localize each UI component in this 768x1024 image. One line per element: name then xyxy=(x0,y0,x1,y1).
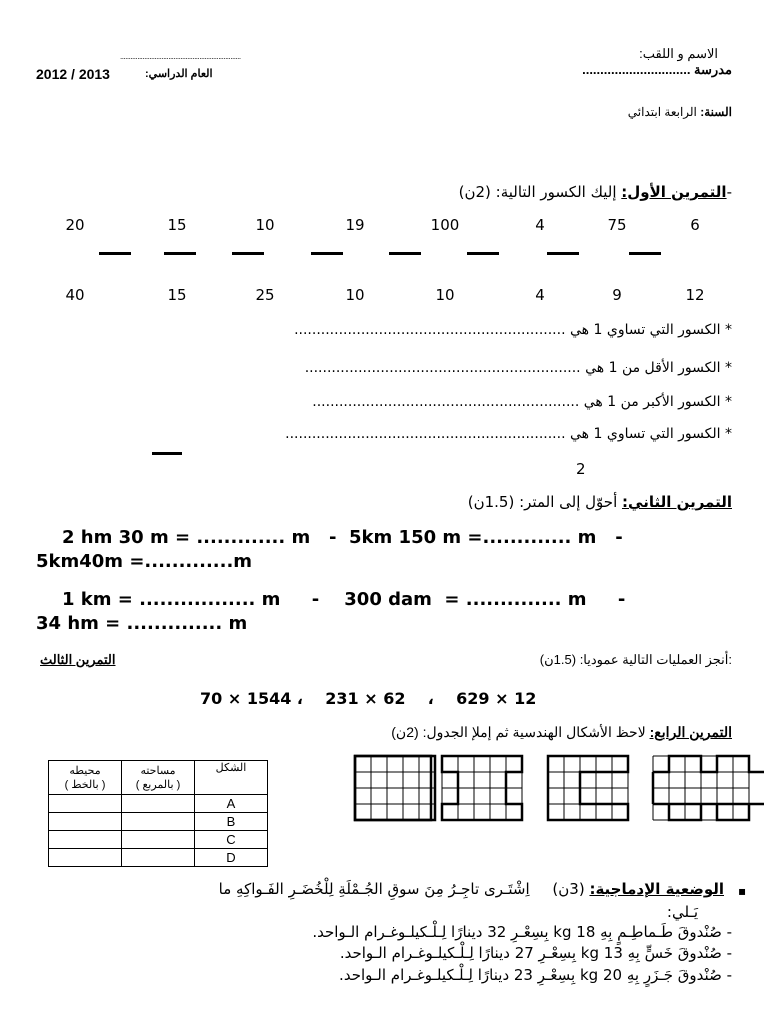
ex1-heading xyxy=(459,183,732,201)
ex5-item-2: - صُنْدوقَ خَسٍّ بِهِ 13 kg بِسِعْـرِ 27 دينارًا لِـلْـكيلـوغـرام الـواحد. xyxy=(339,944,732,962)
fraction-bar xyxy=(629,252,661,255)
table-row-label: C xyxy=(195,831,268,849)
ex2-title: التمرين الثاني: xyxy=(622,493,732,511)
table-header-shape: الشكل xyxy=(195,761,268,795)
table-row-label: D xyxy=(195,849,268,867)
table-cell[interactable] xyxy=(122,831,195,849)
ex1-prefix: - xyxy=(726,183,732,201)
ex3-heading xyxy=(540,652,732,668)
fraction-denominator: 12 xyxy=(685,286,705,304)
fraction-numerator: 20 xyxy=(65,216,85,234)
ex2-row-2b: 34 hm = .............. m xyxy=(36,613,248,634)
fraction-denominator: 40 xyxy=(65,286,85,304)
fraction-bar xyxy=(232,252,264,255)
fractions-row xyxy=(0,210,768,310)
ex3-title: التمرين الثالث xyxy=(40,652,116,667)
fraction-bar xyxy=(311,252,343,255)
school-label: مدرسة .............................. xyxy=(582,62,732,77)
ex3-operations: 70 × 1544 ، 231 × 62 ، 629 × 12 xyxy=(200,689,537,708)
ex5-text-1: اِشْتَـرى تاجِـرُ مِنَ سوقِ الجُـمْلَةِ لِلْخُضَـرِ الفَـواكِهِ ما xyxy=(218,880,530,898)
ex2-row-1: 2 hm 30 m = ............. m - 5km 150 m =............. m - xyxy=(62,527,623,548)
fraction-bar xyxy=(547,252,579,255)
ex2-instruction: أحوّل إلى المتر: (1.5ن) xyxy=(467,493,623,511)
fraction-bar xyxy=(389,252,421,255)
ex2-heading xyxy=(468,493,732,511)
table-cell[interactable] xyxy=(49,831,122,849)
fraction-denominator: 4 xyxy=(535,286,545,304)
ex1-instruction: إليك الكسور التالية: (2ن) xyxy=(458,183,622,201)
table-cell[interactable] xyxy=(49,849,122,867)
table-cell[interactable] xyxy=(49,795,122,813)
table-cell[interactable] xyxy=(122,795,195,813)
school-year-label: العام الدراسي: xyxy=(145,68,213,80)
dotted-line: ...................................................................... xyxy=(120,52,241,61)
ex1-line-4: * الكسور التي تساوي 1 هي ............................................................... xyxy=(285,426,732,442)
level-label: السنة: xyxy=(700,105,732,119)
ex2-row-2: 1 km = ................. m - 300 dam = .............. m - xyxy=(62,589,626,610)
ex4-heading xyxy=(391,724,732,741)
half-fraction-den: 2 xyxy=(576,460,586,478)
shapes-figure xyxy=(350,754,768,826)
level-value: الرابعة ابتدائي xyxy=(627,105,697,119)
fraction-numerator: 4 xyxy=(535,216,545,234)
table-cell[interactable] xyxy=(122,813,195,831)
ex1-title: التمرين الأول: xyxy=(621,183,727,201)
ex4-instruction: لاحظ الأشكال الهندسية ثم إملإ الجدول: (2ن) xyxy=(391,724,650,740)
ex5-points: (3ن) xyxy=(552,880,590,898)
fraction-denominator: 9 xyxy=(612,286,622,304)
fraction-numerator: 6 xyxy=(690,216,700,234)
name-label: الاسم و اللقب: xyxy=(639,46,718,61)
school-year-value: 2012 / 2013 xyxy=(36,66,110,82)
fraction-bar xyxy=(467,252,499,255)
table-cell[interactable] xyxy=(122,849,195,867)
table-row-label: A xyxy=(195,795,268,813)
fraction-numerator: 10 xyxy=(255,216,275,234)
ex1-line-2: * الكسور الأقل من 1 هي .............................................................. xyxy=(304,360,732,376)
fraction-denominator: 10 xyxy=(435,286,455,304)
level-line xyxy=(628,105,732,119)
ex1-line-3: * الكسور الأكبر من 1 هي ............................................................ xyxy=(312,394,732,410)
ex5-text-2: يَـلي: xyxy=(666,903,698,921)
ex2-row-1b: 5km40m =.............m xyxy=(36,551,253,572)
ex5-bullet: ▪ xyxy=(738,884,747,898)
fraction-denominator: 10 xyxy=(345,286,365,304)
ex1-line-1: * الكسور التي تساوي 1 هي ............................................................. xyxy=(294,322,732,338)
ex4-title: التمرين الرابع: xyxy=(649,724,732,740)
table-header-perimeter: محيطه ( بالخط ) xyxy=(49,761,122,795)
table-header-area: مساحته ( بالمربع ) xyxy=(122,761,195,795)
fraction-denominator: 15 xyxy=(167,286,187,304)
table-cell[interactable] xyxy=(49,813,122,831)
fraction-numerator: 100 xyxy=(430,216,460,234)
ex5-title: الوضعية الإدماجية: xyxy=(589,880,724,898)
ex4-table xyxy=(48,760,268,867)
fraction-bar xyxy=(164,252,196,255)
fraction-numerator: 75 xyxy=(607,216,627,234)
ex3-instruction: :أنجز العمليات التالية عموديا: (1.5ن) xyxy=(539,652,732,667)
ex5-heading xyxy=(34,880,724,898)
fraction-numerator: 15 xyxy=(167,216,187,234)
fraction-numerator: 19 xyxy=(345,216,365,234)
half-fraction-bar xyxy=(152,452,182,455)
fraction-denominator: 25 xyxy=(255,286,275,304)
ex5-item-1: - صُنْدوقَ طَـماطِـمٍ بِهِ 18 kg بِسِعْـرِ 32 دينارًا لِـلْـكيلـوغـرام الـواحد. xyxy=(312,923,732,941)
fraction-bar xyxy=(99,252,131,255)
ex5-item-3: - صُنْدوقَ جَـزَرٍ بِهِ 20 kg بِسِعْـرِ 23 دينارًا لِـلْـكيلـوغـرام الـواحد. xyxy=(339,966,732,984)
table-row-label: B xyxy=(195,813,268,831)
